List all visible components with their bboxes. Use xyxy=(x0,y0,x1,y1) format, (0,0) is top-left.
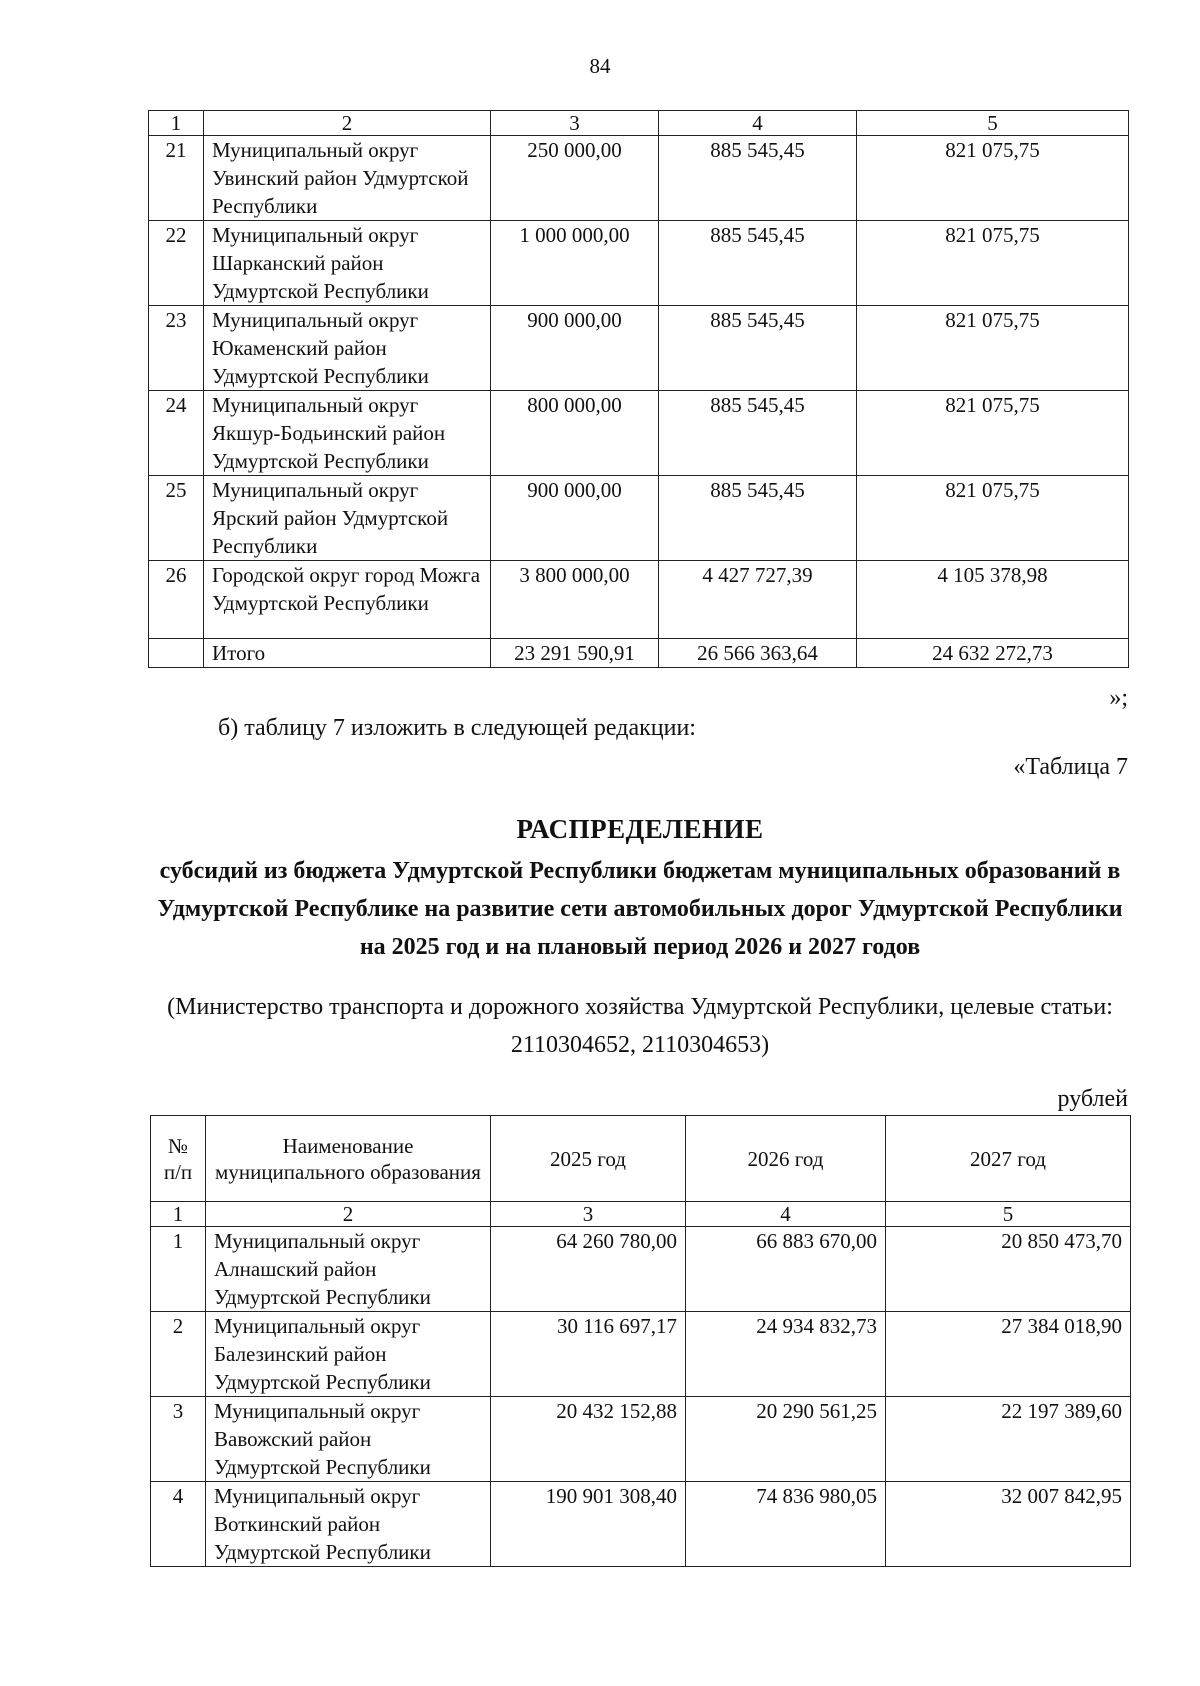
municipality-name: Муниципальный округ Ярский район Удмуртской Республики xyxy=(204,476,491,561)
table-row xyxy=(149,561,1129,639)
value-2025: 64 260 780,00 xyxy=(491,1227,686,1312)
value-2027: 20 850 473,70 xyxy=(886,1227,1131,1312)
value-2025: 1 000 000,00 xyxy=(491,221,659,306)
value-2025: 3 800 000,00 xyxy=(491,561,659,639)
value-2027: 821 075,75 xyxy=(857,391,1129,476)
value-2025: 250 000,00 xyxy=(491,136,659,221)
header-2026: 2026 год xyxy=(686,1116,886,1202)
page-number: 84 xyxy=(589,54,611,78)
value-2026: 885 545,45 xyxy=(659,391,857,476)
value-2026: 885 545,45 xyxy=(659,221,857,306)
total-2025: 23 291 590,91 xyxy=(491,639,659,668)
value-2025: 20 432 152,88 xyxy=(491,1397,686,1482)
value-2026: 4 427 727,39 xyxy=(659,561,857,639)
table-row xyxy=(151,1312,1131,1397)
value-2026: 885 545,45 xyxy=(659,476,857,561)
column-number: 2 xyxy=(206,1202,491,1227)
row-number: 24 xyxy=(149,391,204,476)
value-2026: 74 836 980,05 xyxy=(686,1482,886,1567)
row-number: 2 xyxy=(151,1312,206,1397)
instruction-text: б) таблицу 7 изложить в следующей редакции: xyxy=(218,715,696,741)
table-row xyxy=(149,221,1129,306)
column-number-row xyxy=(151,1202,1131,1227)
value-2026: 24 934 832,73 xyxy=(686,1312,886,1397)
column-number: 3 xyxy=(491,111,659,136)
municipality-name: Муниципальный округ Воткинский район Удмуртской Республики xyxy=(206,1482,491,1567)
table-row xyxy=(151,1482,1131,1567)
municipality-name: Муниципальный округ Вавожский район Удмуртской Республики xyxy=(206,1397,491,1482)
municipality-name: Городской округ город Можга Удмуртской Республики xyxy=(204,561,491,639)
header-2027: 2027 год xyxy=(886,1116,1131,1202)
value-2025: 900 000,00 xyxy=(491,476,659,561)
column-number: 4 xyxy=(659,111,857,136)
value-2025: 190 901 308,40 xyxy=(491,1482,686,1567)
column-number: 4 xyxy=(686,1202,886,1227)
value-2025: 900 000,00 xyxy=(491,306,659,391)
header-2025: 2025 год xyxy=(491,1116,686,1202)
column-number-row xyxy=(149,111,1129,136)
value-2027: 22 197 389,60 xyxy=(886,1397,1131,1482)
total-row xyxy=(149,639,1129,668)
ministry-note: (Министерство транспорта и дорожного хозяйства Удмуртской Республики, целевые статьи: 2110304652, 2110304653) xyxy=(167,994,1113,1058)
total-label: Итого xyxy=(204,639,491,668)
table-row xyxy=(151,1227,1131,1312)
value-2027: 821 075,75 xyxy=(857,136,1129,221)
closing-quote: »; xyxy=(1109,685,1128,711)
municipality-name: Муниципальный округ Юкаменский район Удмуртской Республики xyxy=(204,306,491,391)
table-row xyxy=(149,391,1129,476)
row-number: 25 xyxy=(149,476,204,561)
continuation-table xyxy=(148,110,1129,668)
total-empty-cell xyxy=(149,639,204,668)
distribution-table xyxy=(150,1115,1131,1567)
value-2025: 800 000,00 xyxy=(491,391,659,476)
municipality-name: Муниципальный округ Балезинский район Удмуртской Республики xyxy=(206,1312,491,1397)
column-number: 5 xyxy=(886,1202,1131,1227)
column-number: 1 xyxy=(151,1202,206,1227)
value-2027: 32 007 842,95 xyxy=(886,1482,1131,1567)
row-number: 23 xyxy=(149,306,204,391)
value-2026: 20 290 561,25 xyxy=(686,1397,886,1482)
column-number: 3 xyxy=(491,1202,686,1227)
municipality-name: Муниципальный округ Увинский район Удмуртской Республики xyxy=(204,136,491,221)
value-2026: 885 545,45 xyxy=(659,306,857,391)
value-2027: 821 075,75 xyxy=(857,306,1129,391)
row-number: 21 xyxy=(149,136,204,221)
row-number: 26 xyxy=(149,561,204,639)
column-number: 5 xyxy=(857,111,1129,136)
column-number: 1 xyxy=(149,111,204,136)
value-2025: 30 116 697,17 xyxy=(491,1312,686,1397)
municipality-name: Муниципальный округ Алнашский район Удмуртской Республики xyxy=(206,1227,491,1312)
table-label: «Таблица 7 xyxy=(1013,754,1128,780)
value-2026: 885 545,45 xyxy=(659,136,857,221)
header-row xyxy=(151,1116,1131,1202)
document-subtitle: субсидий из бюджета Удмуртской Республики бюджетам муниципальных образований в Удмуртской Республике на развитие сети автомобильных дорог Удмуртской Республики на 2025 год и на плановый период 2026 и 2027 годов xyxy=(157,858,1123,960)
municipality-name: Муниципальный округ Якшур-Бодьинский район Удмуртской Республики xyxy=(204,391,491,476)
municipality-name: Муниципальный округ Шарканский район Удмуртской Республики xyxy=(204,221,491,306)
document-title: РАСПРЕДЕЛЕНИЕ xyxy=(516,814,764,844)
total-2026: 26 566 363,64 xyxy=(659,639,857,668)
row-number: 22 xyxy=(149,221,204,306)
row-number: 1 xyxy=(151,1227,206,1312)
header-name: Наименование муниципального образования xyxy=(206,1116,491,1202)
value-2026: 66 883 670,00 xyxy=(686,1227,886,1312)
table-row xyxy=(149,136,1129,221)
total-2027: 24 632 272,73 xyxy=(857,639,1129,668)
value-2027: 821 075,75 xyxy=(857,221,1129,306)
row-number: 4 xyxy=(151,1482,206,1567)
table-row xyxy=(149,476,1129,561)
table-row xyxy=(149,306,1129,391)
value-2027: 821 075,75 xyxy=(857,476,1129,561)
column-number: 2 xyxy=(204,111,491,136)
value-2027: 27 384 018,90 xyxy=(886,1312,1131,1397)
row-number: 3 xyxy=(151,1397,206,1482)
value-2027: 4 105 378,98 xyxy=(857,561,1129,639)
units-label: рублей xyxy=(1057,1086,1128,1112)
header-number: № п/п xyxy=(151,1116,206,1202)
table-row xyxy=(151,1397,1131,1482)
